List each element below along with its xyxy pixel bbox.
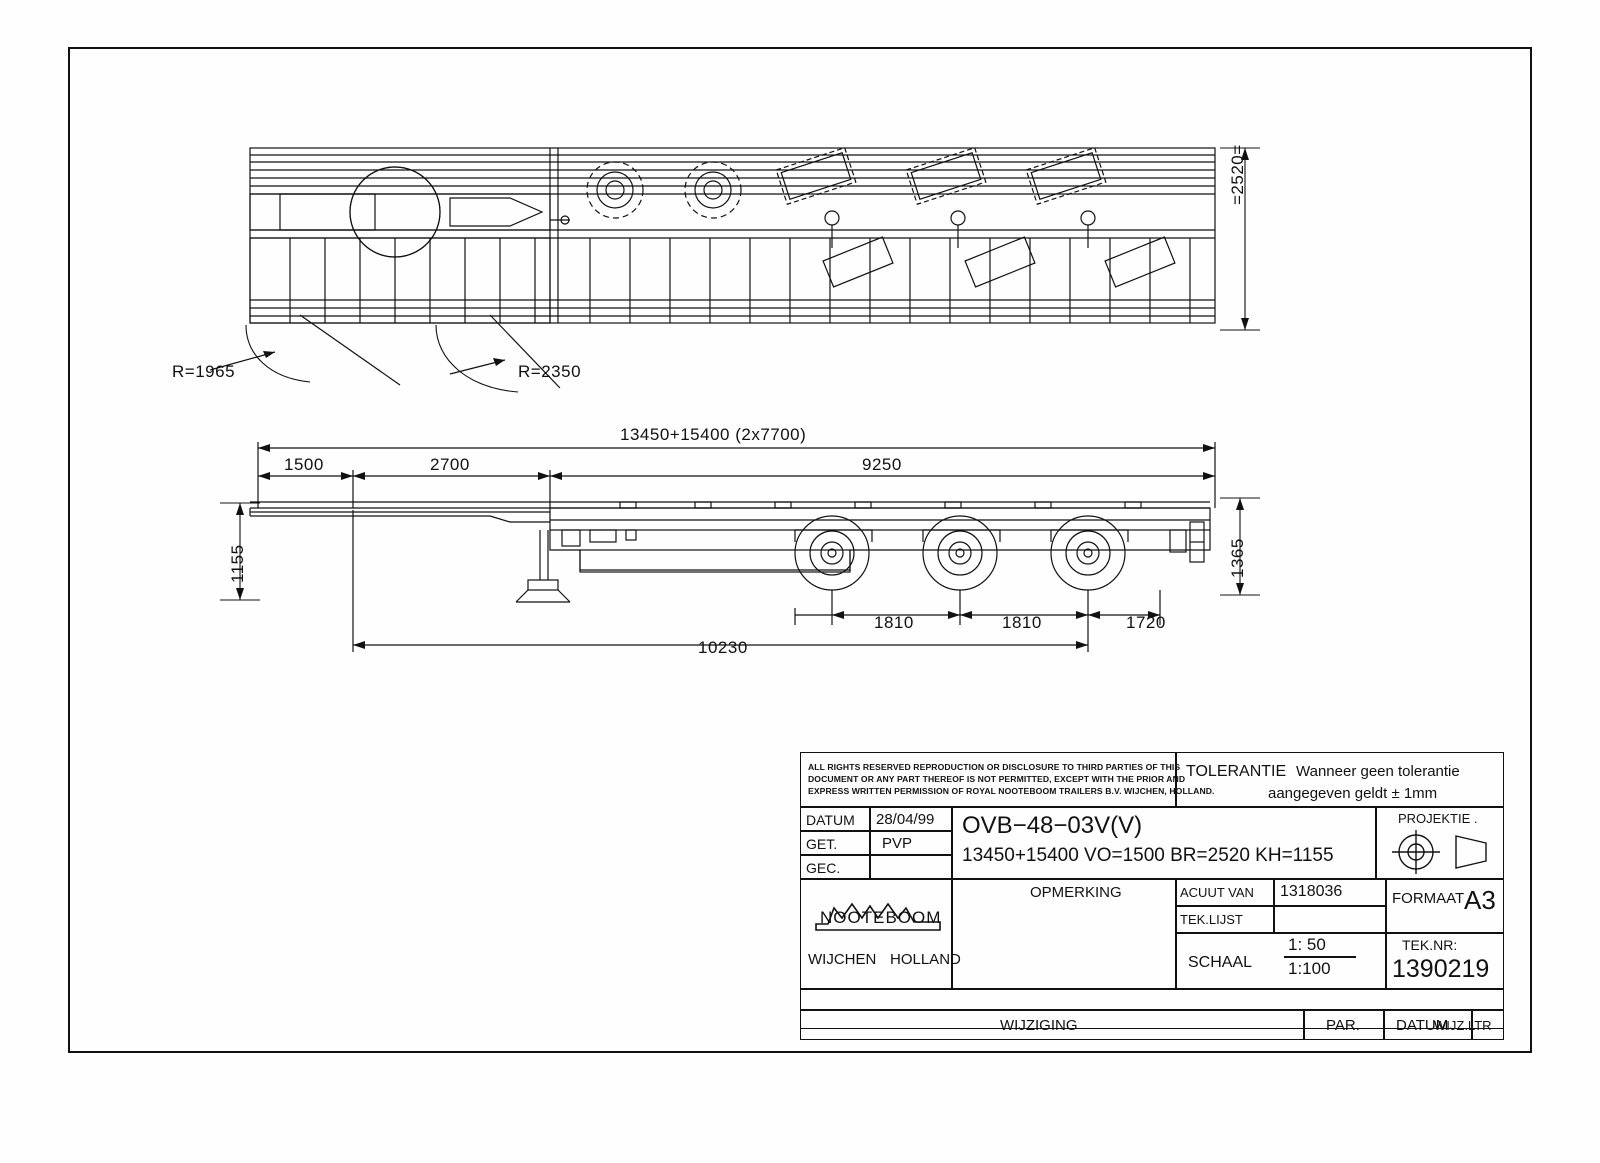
schaal-value-2: 1:100 xyxy=(1288,959,1331,978)
axle-spacing-3-label: 1720 xyxy=(1126,613,1166,632)
acuut-van-label: ACUUT VAN xyxy=(1180,885,1254,900)
top-view-drawing xyxy=(150,120,1300,420)
formaat-label: FORMAAT xyxy=(1392,890,1465,907)
side-view-rear-height-label: 1365 xyxy=(1228,538,1247,578)
segment-9250-label: 9250 xyxy=(862,455,902,474)
schaal-label: SCHAAL xyxy=(1188,954,1253,971)
logo-sub-left: WIJCHEN xyxy=(808,951,877,968)
get-value: PVP xyxy=(882,835,913,852)
logo-cell xyxy=(800,879,952,989)
gec-value-cell xyxy=(870,855,952,879)
tek-lijst-value-cell xyxy=(1274,906,1386,933)
tek-nr-label: TEK.NR: xyxy=(1402,937,1458,953)
logo-text: NOOTEBOOM xyxy=(820,908,942,927)
datum-rev-label: DATUM xyxy=(1396,1017,1449,1034)
tolerance-text-1: Wanneer geen tolerantie xyxy=(1296,763,1460,780)
schaal-divider xyxy=(1284,956,1356,958)
legal-line-3: EXPRESS WRITTEN PERMISSION OF ROYAL NOOTEBOOM TRAILERS B.V. WIJCHEN, HOLLAND. xyxy=(808,786,1215,796)
tek-lijst-label: TEK.LIJST xyxy=(1180,912,1243,927)
projection-symbol-icon xyxy=(1382,828,1500,876)
segment-2700-label: 2700 xyxy=(430,455,470,474)
part-spec: 13450+15400 VO=1500 BR=2520 KH=1155 xyxy=(962,845,1334,866)
legal-line-1: ALL RIGHTS RESERVED REPRODUCTION OR DISCLOSURE TO THIRD PARTIES OF THIS xyxy=(808,762,1181,772)
revision-blank-row xyxy=(800,989,1504,1010)
kingpin-to-axle-label: 10230 xyxy=(698,638,748,657)
axle-spacing-2-label: 1810 xyxy=(1002,613,1042,632)
gec-label: GEC. xyxy=(806,860,841,876)
segment-1500-label: 1500 xyxy=(284,455,324,474)
overall-length-label: 13450+15400 (2x7700) xyxy=(620,425,807,444)
top-view-height-label: =2520= xyxy=(1228,144,1247,205)
tek-nr-value: 1390219 xyxy=(1392,955,1490,983)
axle-spacing-1-label: 1810 xyxy=(874,613,914,632)
datum-label: DATUM xyxy=(806,812,855,828)
tolerance-text-2: aangegeven geldt ± 1mm xyxy=(1268,785,1438,802)
legal-line-2: DOCUMENT OR ANY PART THEREOF IS NOT PERMITTED, EXCEPT WITH THE PRIOR AND xyxy=(808,774,1186,784)
par-label: PAR. xyxy=(1326,1017,1360,1034)
side-view-front-height-label: 1155 xyxy=(228,544,247,583)
wijz-ltr-label: WIJZ.LTR xyxy=(1434,1018,1492,1033)
radius-1965-label: R=1965 xyxy=(172,362,236,381)
wijziging-label: WIJZIGING xyxy=(1000,1017,1078,1034)
schaal-value-1: 1: 50 xyxy=(1288,935,1326,954)
opmerking-label: OPMERKING xyxy=(1030,884,1122,901)
logo-sub-right: HOLLAND xyxy=(890,951,961,968)
radius-2350-label: R=2350 xyxy=(518,362,582,381)
acuut-van-value: 1318036 xyxy=(1280,883,1343,900)
formaat-value: A3 xyxy=(1464,885,1496,915)
projectie-label: PROJEKTIE . xyxy=(1398,811,1478,826)
tolerance-label: TOLERANTIE xyxy=(1186,763,1287,780)
get-label: GET. xyxy=(806,836,838,852)
datum-value: 28/04/99 xyxy=(876,811,935,828)
part-name: OVB−48−03V(V) xyxy=(962,812,1143,839)
